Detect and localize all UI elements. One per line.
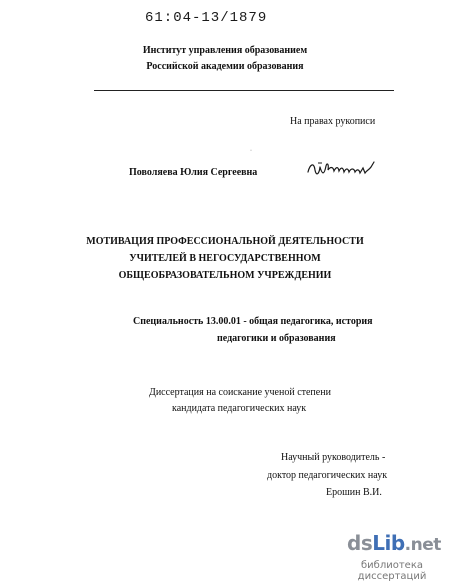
dissertation-title-line2: УЧИТЕЛЕЙ В НЕГОСУДАРСТВЕННОМ [129, 253, 321, 264]
institute-name-line1: Институт управления образованием [142, 45, 308, 56]
supervisor-title: Научный руководитель - [281, 452, 386, 463]
dissertation-degree-line1: Диссертация на соискание ученой степени [149, 387, 331, 398]
supervisor-name: Ерошин В.И. [326, 487, 382, 498]
supervisor-degree: доктор педагогических наук [267, 470, 388, 481]
specialty-line2: педагогики и образования [217, 333, 336, 344]
dslib-logo: dsLib.net [347, 531, 441, 555]
dissertation-title-line3: ОБЩЕОБРАЗОВАТЕЛЬНОМ УЧРЕЖДЕНИИ [118, 270, 332, 281]
author-signature [306, 158, 376, 182]
archive-code: 61:04-13/1879 [145, 10, 268, 26]
dissertation-degree-line2: кандидата педагогических наук [172, 403, 307, 414]
manuscript-note: На правах рукописи [290, 116, 376, 127]
stray-mark: · [250, 148, 252, 154]
dissertation-title-line1: МОТИВАЦИЯ ПРОФЕССИОНАЛЬНОЙ ДЕЯТЕЛЬНОСТИ [86, 236, 364, 247]
horizontal-divider [94, 90, 394, 91]
dslib-subtitle: библиотека диссертаций [357, 560, 427, 582]
dslib-watermark [342, 531, 442, 582]
institute-name-line2: Российской академии образования [146, 61, 304, 72]
specialty-line1: Специальность 13.00.01 - общая педагогика, история [133, 316, 373, 327]
author-name: Поволяева Юлия Сергеевна [129, 167, 258, 178]
